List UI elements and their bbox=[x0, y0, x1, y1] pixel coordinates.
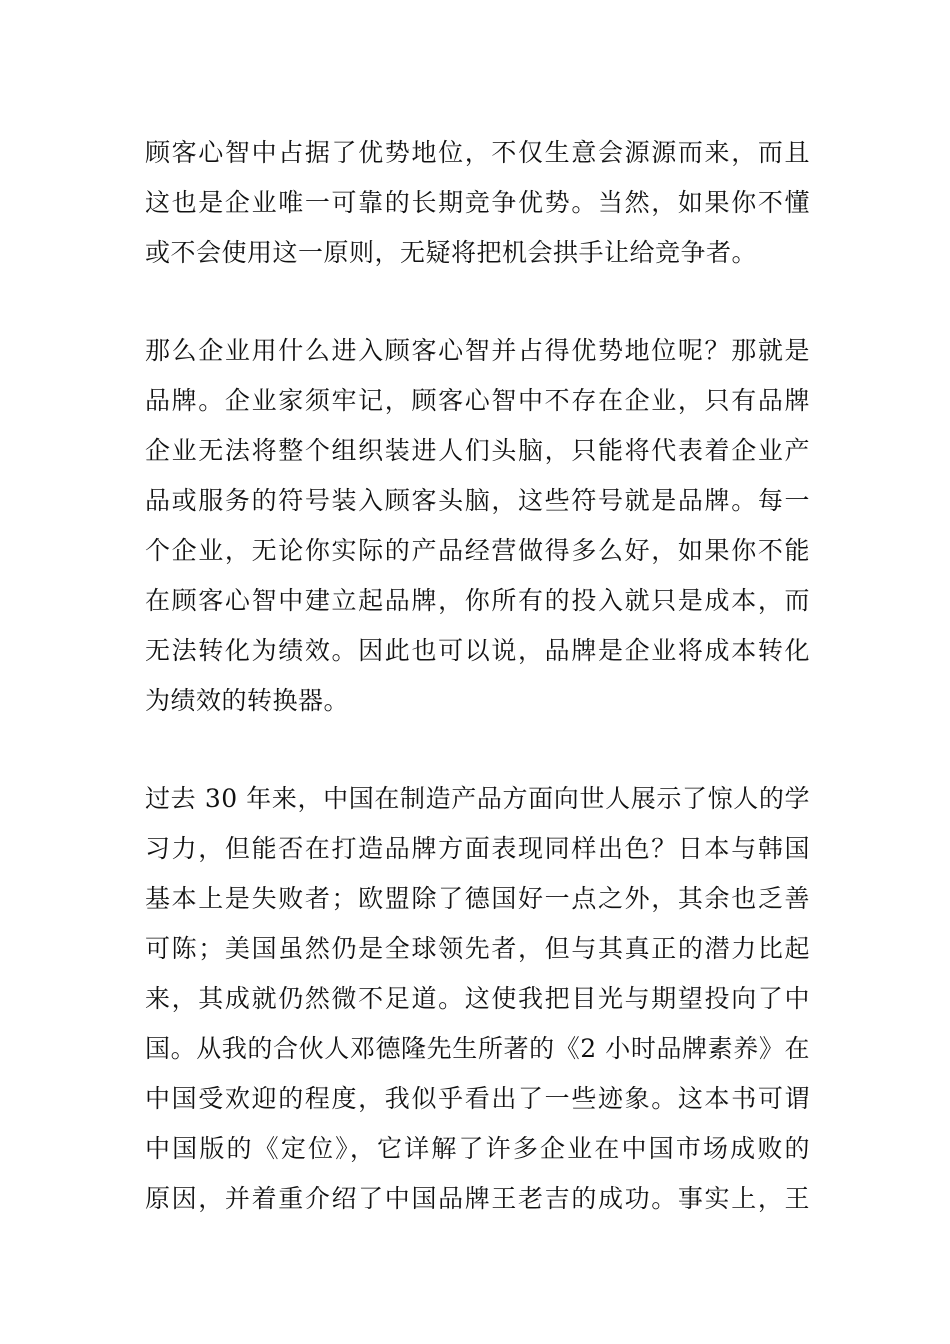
text-line: 或不会使用这一原则，无疑将把机会拱手让给竞争者。 bbox=[145, 238, 758, 267]
text-line: 顾客心智中占据了优势地位，不仅生意会源源而来，而且 bbox=[145, 138, 810, 167]
text-line: 品牌。企业家须牢记，顾客心智中不存在企业，只有品牌 bbox=[145, 386, 810, 415]
paragraph bbox=[145, 128, 810, 278]
text-line: 企业无法将整个组织装进人们头脑，只能将代表着企业产 bbox=[145, 436, 810, 465]
text-line: 这也是企业唯一可靠的长期竞争优势。当然，如果你不懂 bbox=[145, 188, 810, 217]
text-line: 习力，但能否在打造品牌方面表现同样出色？日本与韩国 bbox=[145, 834, 810, 863]
text-line: 在顾客心智中建立起品牌，你所有的投入就只是成本，而 bbox=[145, 586, 810, 615]
text-line: 基本上是失败者；欧盟除了德国好一点之外，其余也乏善 bbox=[145, 884, 810, 913]
text-line: 个企业，无论你实际的产品经营做得多么好，如果你不能 bbox=[145, 536, 810, 565]
text-line: 无法转化为绩效。因此也可以说，品牌是企业将成本转化 bbox=[145, 636, 810, 665]
text-line: 品或服务的符号装入顾客头脑，这些符号就是品牌。每一 bbox=[145, 486, 810, 515]
text-line: 中国受欢迎的程度，我似乎看出了一些迹象。这本书可谓 bbox=[145, 1084, 810, 1113]
paragraph bbox=[145, 326, 810, 726]
text-line: 那么企业用什么进入顾客心智并占得优势地位呢？那就是 bbox=[145, 336, 810, 365]
text-line: 来，其成就仍然微不足道。这使我把目光与期望投向了中 bbox=[145, 984, 810, 1013]
text-line: 可陈；美国虽然仍是全球领先者，但与其真正的潜力比起 bbox=[145, 934, 810, 963]
text-line: 原因，并着重介绍了中国品牌王老吉的成功。事实上，王 bbox=[145, 1184, 810, 1213]
text-line: 中国版的《定位》，它详解了许多企业在中国市场成败的 bbox=[145, 1134, 810, 1163]
paragraph bbox=[145, 774, 810, 1224]
text-line: 过去 30 年来，中国在制造产品方面向世人展示了惊人的学 bbox=[145, 784, 810, 813]
text-line: 国。从我的合伙人邓德隆先生所著的《2 小时品牌素养》在 bbox=[145, 1034, 810, 1063]
text-line: 为绩效的转换器。 bbox=[145, 686, 350, 715]
